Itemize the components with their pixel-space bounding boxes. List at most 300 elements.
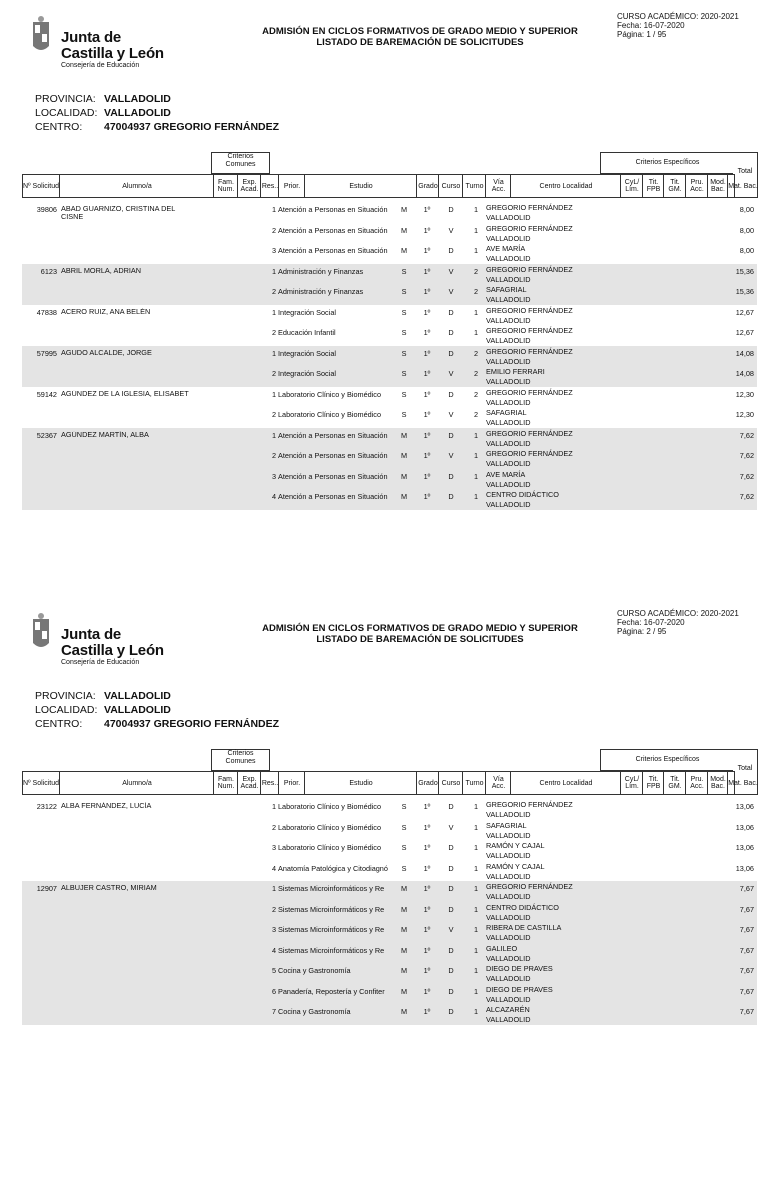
column-header: Res.. (260, 175, 279, 197)
column-header: Curso (438, 175, 463, 197)
column-header: Turno (462, 175, 486, 197)
via-acceso: 1 (473, 492, 478, 501)
centro-localidad-name: VALLADOLID (486, 233, 531, 243)
turno: V (448, 266, 454, 276)
prioridad: 1 (271, 205, 276, 214)
estudio: Administración y Finanzas (278, 266, 364, 276)
meta-pagina: Página: 2 / 95 (617, 627, 667, 636)
centro-localidad (486, 490, 606, 510)
column-header: Vía Acc. (485, 772, 511, 794)
centro-localidad (486, 203, 606, 223)
grado: S (401, 389, 407, 399)
estudio: Sistemas Microinformáticos y Re (278, 945, 385, 955)
curso: 1º (423, 471, 431, 481)
centro-name: SAFAGRIAL (486, 408, 527, 417)
centro-name: GREGORIO FERNÁNDEZ (486, 449, 573, 458)
total-header: Total (733, 152, 758, 198)
table-row (22, 861, 757, 882)
centro-name: GREGORIO FERNÁNDEZ (486, 800, 573, 809)
grado: M (400, 492, 408, 501)
turno: V (448, 925, 454, 934)
turno: D (448, 307, 454, 317)
grado: M (400, 246, 408, 255)
solicitud-group (22, 264, 757, 305)
turno: V (448, 410, 454, 419)
centro-localidad-name: VALLADOLID (486, 871, 531, 881)
centro-name: ALCAZARÉN (486, 1005, 530, 1014)
column-header: Nº Solicitud (23, 182, 60, 190)
total-score: 13,06 (735, 863, 754, 873)
table-row (22, 922, 757, 943)
curso: 1º (423, 451, 431, 460)
centro-name: RAMÓN Y CAJAL (486, 841, 545, 850)
curso: 1º (423, 925, 431, 934)
alumno-name: AGÜNDEZ MARTÍN, ALBA (61, 430, 149, 439)
column-header: Tit. FPB (642, 772, 664, 794)
report-meta (617, 12, 739, 39)
total-score: 7,62 (739, 451, 754, 460)
centro-value: 47004937 GREGORIO FERNÁNDEZ (104, 121, 280, 133)
localidad-label: LOCALIDAD: (35, 107, 98, 119)
centro-localidad-name: VALLADOLID (486, 315, 531, 325)
table-row (22, 223, 757, 244)
centro-name: GREGORIO FERNÁNDEZ (486, 264, 573, 274)
solicitud-group (22, 881, 757, 1025)
total-score: 8,00 (739, 225, 754, 235)
prioridad: 1 (271, 430, 276, 440)
estudio: Anatomía Patológica y Citodiagnó (278, 863, 388, 873)
column-header: Tit. FPB (642, 175, 664, 197)
centro-localidad-name: VALLADOLID (486, 892, 531, 901)
column-header: Exp. Acad. (237, 175, 261, 197)
column-header: Fam. Num. (213, 175, 238, 197)
centro-localidad-name: VALLADOLID (486, 994, 531, 1004)
estudio: Educación Infantil (278, 328, 336, 337)
centro-localidad-name: VALLADOLID (486, 336, 531, 345)
centro-localidad-name: VALLADOLID (486, 953, 531, 963)
total-score: 12,30 (735, 389, 754, 399)
estudio: Laboratorio Clínico y Biomédico (278, 389, 382, 399)
table-row (22, 325, 757, 346)
table-row (22, 963, 757, 984)
grado: M (400, 925, 408, 934)
total-score: 13,06 (735, 843, 754, 852)
grado: S (401, 266, 407, 276)
centro-localidad (486, 367, 606, 387)
turno: D (448, 205, 454, 214)
via-acceso: 1 (473, 966, 478, 975)
column-header: Nº Solicitud (23, 779, 60, 787)
centro-localidad-name: VALLADOLID (486, 459, 531, 468)
prioridad: 2 (271, 904, 276, 914)
localidad-label: LOCALIDAD: (35, 704, 98, 716)
centro-name: DIEGO DE PRAVES (486, 964, 553, 973)
centro-name: GREGORIO FERNÁNDEZ (486, 428, 573, 438)
centro-localidad-name: VALLADOLID (486, 377, 531, 386)
centro-name: RAMÓN Y CAJAL (486, 861, 545, 871)
centro-localidad (486, 964, 606, 984)
centro-localidad (486, 923, 606, 943)
prioridad: 3 (271, 471, 276, 481)
prioridad: 2 (271, 328, 276, 337)
prioridad: 1 (271, 266, 276, 276)
column-header: Centro Localidad (510, 175, 621, 197)
centro-name: GREGORIO FERNÁNDEZ (486, 882, 573, 891)
logo-line-1: Junta de (61, 626, 122, 643)
total-score: 12,67 (735, 307, 754, 317)
title-line-2: LISTADO DE BAREMACIÓN DE SOLICITUDES (316, 634, 524, 645)
curso: 1º (423, 843, 431, 852)
results-table (22, 202, 757, 510)
via-acceso: 1 (473, 863, 478, 873)
grado: M (400, 205, 408, 214)
total-score: 8,00 (739, 246, 754, 255)
grado: S (401, 863, 407, 873)
centro-localidad (486, 470, 606, 490)
report-title (250, 623, 590, 645)
table-row (22, 1004, 757, 1025)
column-header: Estudio (304, 772, 417, 794)
centro-name: CENTRO DIDÁCTICO (486, 902, 559, 912)
estudio: Atención a Personas en Situación (278, 451, 388, 460)
total-score: 15,36 (735, 266, 754, 276)
column-header: Tit. GM. (663, 175, 686, 197)
centro-localidad (486, 449, 606, 469)
centro-localidad-name: VALLADOLID (486, 500, 531, 509)
total-score: 7,67 (739, 904, 754, 914)
via-acceso: 2 (473, 266, 478, 276)
localidad-value: VALLADOLID (104, 704, 171, 716)
total-score: 7,62 (739, 471, 754, 481)
provincia-label: PROVINCIA: (35, 93, 96, 105)
column-header: Res.. (260, 772, 279, 794)
grado: M (400, 986, 408, 996)
title-line-2: LISTADO DE BAREMACIÓN DE SOLICITUDES (316, 37, 524, 48)
logo-line-3: Consejería de Educación (61, 659, 140, 666)
centro-value: 47004937 GREGORIO FERNÁNDEZ (104, 718, 280, 730)
localidad-value: VALLADOLID (104, 107, 171, 119)
prioridad: 4 (271, 863, 276, 873)
criterios-especificos-header: Criterios Específicos (600, 749, 735, 771)
prioridad: 7 (271, 1007, 276, 1016)
prioridad: 5 (271, 966, 276, 975)
curso: 1º (423, 225, 431, 235)
prioridad: 3 (271, 843, 276, 852)
alumno-name: ALBA FERNÁNDEZ, LUCÍA (61, 802, 152, 810)
via-acceso: 1 (473, 205, 478, 214)
column-header: Fam. Num. (213, 772, 238, 794)
centro-localidad (486, 821, 606, 841)
turno: D (448, 430, 454, 440)
grado: S (401, 802, 407, 811)
centro-name: EMILIO FERRARI (486, 367, 545, 376)
solicitud-group (22, 202, 757, 264)
estudio: Administración y Finanzas (278, 287, 364, 296)
centro-name: GREGORIO FERNÁNDEZ (486, 203, 573, 212)
turno: D (448, 1007, 454, 1016)
solicitud-number: 59142 (36, 389, 57, 399)
centro-localidad (486, 841, 606, 861)
curso: 1º (423, 863, 431, 873)
estudio: Sistemas Microinformáticos y Re (278, 904, 385, 914)
total-score: 12,67 (735, 328, 754, 337)
grado: M (400, 225, 408, 235)
curso: 1º (423, 266, 431, 276)
column-header: CyL/ Lím. (620, 175, 643, 197)
total-score: 14,08 (735, 348, 754, 358)
report-title (250, 26, 590, 48)
grado: S (401, 287, 407, 296)
total-score: 7,67 (739, 925, 754, 934)
estudio: Sistemas Microinformáticos y Re (278, 925, 385, 934)
solicitud-number: 6123 (40, 266, 57, 276)
centro-name: DIEGO DE PRAVES (486, 984, 553, 994)
total-score: 15,36 (735, 287, 754, 296)
via-acceso: 1 (473, 307, 478, 317)
grado: M (400, 945, 408, 955)
centro-name: GREGORIO FERNÁNDEZ (486, 346, 573, 356)
total-score: 13,06 (735, 802, 754, 811)
prioridad: 1 (271, 307, 276, 317)
turno: V (448, 225, 454, 235)
location-info (35, 689, 279, 731)
centro-localidad-name: VALLADOLID (486, 810, 531, 819)
total-score: 14,08 (735, 369, 754, 378)
column-header: Grado (416, 175, 439, 197)
centro-name: AVE MARÍA (486, 244, 526, 253)
curso: 1º (423, 410, 431, 419)
alumno-name: ACERO RUIZ, ANA BELÉN (61, 307, 151, 316)
grado: S (401, 369, 407, 378)
centro-localidad (486, 903, 606, 923)
centro-localidad-name: VALLADOLID (486, 851, 531, 860)
turno: D (448, 389, 454, 399)
estudio: Cocina y Gastronomía (278, 966, 351, 975)
column-header: Centro Localidad (510, 772, 621, 794)
estudio: Laboratorio Clínico y Biomédico (278, 822, 382, 832)
centro-localidad-name: VALLADOLID (486, 295, 531, 304)
turno: D (448, 328, 454, 337)
total-score: 7,67 (739, 1007, 754, 1016)
column-header: Mat. Bac. (727, 772, 758, 794)
centro-name: SAFAGRIAL (486, 285, 527, 294)
column-header: Prior. (278, 772, 305, 794)
alumno-name: ABAD GUARNIZO, CRISTINA DEL CISNE (61, 205, 176, 221)
total-score: 7,62 (739, 492, 754, 501)
curso: 1º (423, 884, 431, 893)
table-row (22, 407, 757, 428)
total-score: 7,67 (739, 945, 754, 955)
alumno-name: AGUDO ALCALDE, JORGE (61, 348, 152, 357)
column-header: Curso (438, 772, 463, 794)
title-line-1: ADMISIÓN EN CICLOS FORMATIVOS DE GRADO MEDIO Y SUPERIOR (262, 26, 578, 37)
centro-name: GALILEO (486, 943, 518, 953)
turno: D (448, 884, 454, 893)
solicitud-group (22, 346, 757, 387)
curso: 1º (423, 1007, 431, 1016)
turno: D (448, 843, 454, 852)
curso: 1º (423, 904, 431, 914)
centro-localidad (486, 408, 606, 428)
column-header: Mat. Bac. (727, 175, 758, 197)
turno: D (448, 945, 454, 955)
curso: 1º (423, 492, 431, 501)
estudio: Atención a Personas en Situación (278, 246, 388, 255)
turno: V (448, 287, 454, 296)
prioridad: 2 (271, 451, 276, 460)
centro-localidad (486, 944, 606, 964)
prioridad: 3 (271, 246, 276, 255)
centro-localidad (486, 265, 606, 285)
curso: 1º (423, 328, 431, 337)
estudio: Laboratorio Clínico y Biomédico (278, 843, 382, 852)
via-acceso: 1 (473, 904, 478, 914)
curso: 1º (423, 389, 431, 399)
turno: D (448, 863, 454, 873)
solicitud-number: 47838 (36, 307, 57, 317)
solicitud-number: 57995 (36, 348, 57, 358)
coat-of-arms-icon (28, 16, 54, 56)
turno: V (448, 369, 454, 378)
logo-line-1: Junta de (61, 29, 122, 46)
prioridad: 2 (271, 369, 276, 378)
table-row (22, 264, 757, 285)
curso: 1º (423, 945, 431, 955)
prioridad: 2 (271, 822, 276, 832)
grado: M (400, 1007, 408, 1016)
grado: M (400, 904, 408, 914)
table-row (22, 346, 757, 367)
centro-localidad (486, 882, 606, 902)
via-acceso: 1 (473, 328, 478, 337)
centro-localidad (486, 285, 606, 305)
total-score: 7,67 (739, 986, 754, 996)
table-row (22, 202, 757, 223)
estudio: Integración Social (278, 348, 337, 358)
column-header: Alumno/a (59, 772, 214, 794)
provincia-label: PROVINCIA: (35, 690, 96, 702)
centro-name: GREGORIO FERNÁNDEZ (486, 305, 573, 315)
column-header-row (22, 174, 758, 198)
logo-line-2: Castilla y León (61, 45, 164, 62)
column-header: Mod. Bac. (707, 772, 728, 794)
coat-of-arms-icon (28, 613, 54, 653)
total-header: Total (733, 749, 758, 795)
curso: 1º (423, 966, 431, 975)
via-acceso: 1 (473, 843, 478, 852)
via-acceso: 1 (473, 945, 478, 955)
column-header: Pru. Acc. (685, 772, 708, 794)
solicitud-number: 52367 (36, 430, 57, 440)
prioridad: 3 (271, 925, 276, 934)
meta-fecha: Fecha: 16-07-2020 (617, 21, 685, 30)
centro-localidad-name: VALLADOLID (486, 933, 531, 942)
centro-localidad (486, 862, 606, 882)
criterios-comunes-header: Criterios Comunes (211, 152, 270, 174)
estudio: Cocina y Gastronomía (278, 1007, 351, 1016)
column-header: Tit. GM. (663, 772, 686, 794)
meta-pagina: Página: 1 / 95 (617, 30, 667, 39)
prioridad: 1 (271, 802, 276, 811)
centro-localidad-name: VALLADOLID (486, 418, 531, 427)
prioridad: 6 (271, 986, 276, 996)
meta-fecha: Fecha: 16-07-2020 (617, 618, 685, 627)
alumno-name: ABRIL MORLA, ADRIAN (61, 266, 142, 275)
estudio: Integración Social (278, 369, 337, 378)
estudio: Panadería, Repostería y Confiter (278, 986, 385, 996)
table-row (22, 820, 757, 841)
centro-localidad-name: VALLADOLID (486, 438, 531, 448)
prioridad: 2 (271, 287, 276, 296)
grado: S (401, 843, 407, 852)
grado: S (401, 410, 407, 419)
estudio: Atención a Personas en Situación (278, 471, 388, 481)
table-row (22, 840, 757, 861)
estudio: Atención a Personas en Situación (278, 225, 388, 235)
column-header: Grado (416, 772, 439, 794)
centro-name: SAFAGRIAL (486, 820, 527, 830)
grado: S (401, 307, 407, 317)
solicitud-group (22, 387, 757, 428)
via-acceso: 1 (473, 430, 478, 440)
centro-localidad-name: VALLADOLID (486, 912, 531, 922)
column-header: Alumno/a (59, 175, 214, 197)
criterios-comunes-header: Criterios Comunes (211, 749, 270, 771)
total-score: 8,00 (739, 205, 754, 214)
centro-name: RIBERA DE CASTILLA (486, 923, 562, 932)
table-row (22, 305, 757, 326)
table-row (22, 243, 757, 264)
centro-localidad-name: VALLADOLID (486, 1015, 531, 1024)
via-acceso: 1 (473, 822, 478, 832)
prioridad: 1 (271, 389, 276, 399)
estudio: Atención a Personas en Situación (278, 430, 388, 440)
via-acceso: 1 (473, 451, 478, 460)
via-acceso: 1 (473, 225, 478, 235)
via-acceso: 1 (473, 246, 478, 255)
turno: D (448, 802, 454, 811)
results-table (22, 799, 757, 1025)
junta-logo (28, 611, 178, 667)
centro-localidad-name: VALLADOLID (486, 974, 531, 983)
centro-localidad (486, 326, 606, 346)
estudio: Atención a Personas en Situación (278, 492, 388, 501)
prioridad: 1 (271, 348, 276, 358)
estudio: Laboratorio Clínico y Biomédico (278, 802, 382, 811)
centro-localidad (486, 388, 606, 408)
curso: 1º (423, 287, 431, 296)
total-score: 12,30 (735, 410, 754, 419)
curso: 1º (423, 205, 431, 214)
centro-localidad-name: VALLADOLID (486, 830, 531, 840)
turno: D (448, 904, 454, 914)
centro-localidad-name: VALLADOLID (486, 356, 531, 366)
total-score: 7,67 (739, 966, 754, 975)
centro-localidad (486, 244, 606, 264)
total-score: 7,67 (739, 884, 754, 893)
column-header: Mod. Bac. (707, 175, 728, 197)
via-acceso: 1 (473, 802, 478, 811)
column-header: Exp. Acad. (237, 772, 261, 794)
estudio: Laboratorio Clínico y Biomédico (278, 410, 382, 419)
turno: D (448, 986, 454, 996)
via-acceso: 2 (473, 389, 478, 399)
turno: D (448, 966, 454, 975)
table-row (22, 799, 757, 820)
solicitud-number: 39806 (36, 205, 57, 214)
centro-localidad (486, 306, 606, 326)
grado: M (400, 430, 408, 440)
